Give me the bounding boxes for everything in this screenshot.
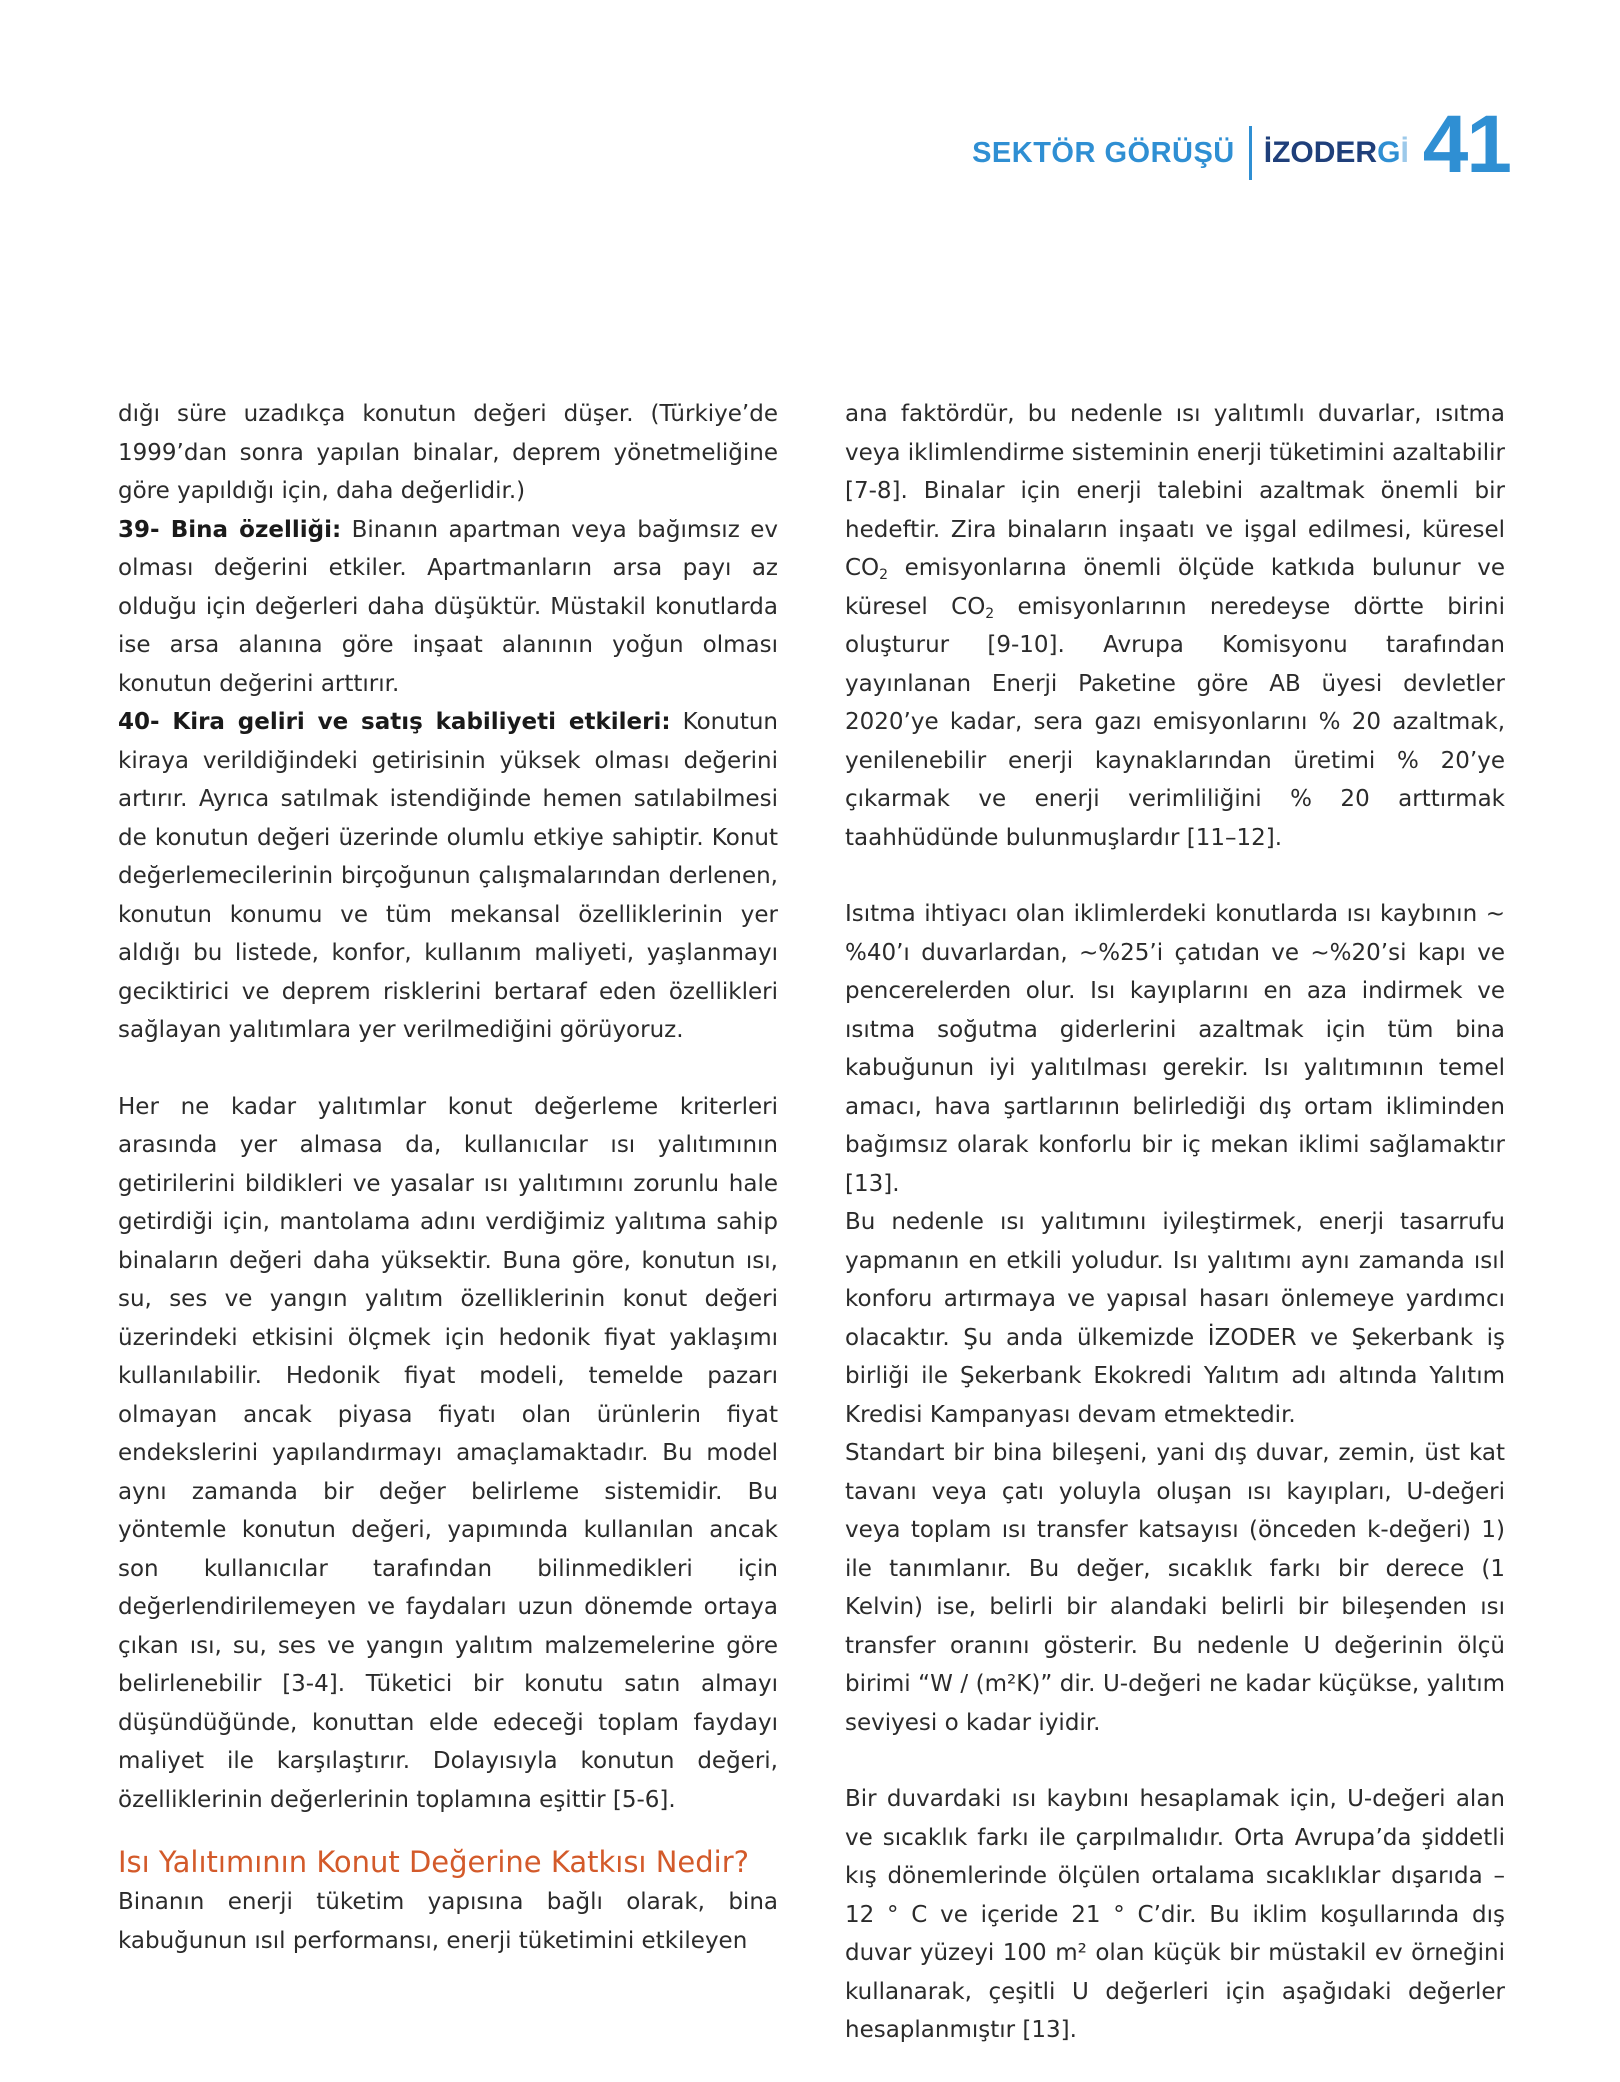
brand-g: G xyxy=(1377,135,1401,169)
section-heading: Isı Yalıtımının Konut Değerine Katkısı Nedir? xyxy=(118,1845,750,1879)
header-divider xyxy=(1249,126,1252,180)
paragraph: Her ne kadar yalıtımlar konut değerleme kriterleri arasında yer almasa da, kullanıcılar ısı yalıtımının getirilerini bildikleri ve yasalar ısı yalıtımını zorunlu hale getirdiği için, mantolama adını verdiğimiz yalıtıma sahip binaların değeri daha yüksektir. Buna göre, konutun ısı, su, ses ve yangın yalıtım özelliklerinin konut değeri üzerindeki etkisini ölçmek için hedonik fiyat yaklaşımı kullanılabilir. Hedonik fiyat modeli, temelde pazarı olmayan ancak piyasa fiyatı olan ürünlerin fiyat endekslerini yapılandırmayı amaçlamaktadır. Bu model aynı zamanda bir değer belirleme sistemidir. Bu yöntemle konutun değeri, yapımında kullanılan ancak son kullanıcılar tarafından bilinmedikleri için değerlendirilemeyen ve faydaları uzun dönemde ortaya çıkan ısı, su, ses ve yangın yalıtım malzemelerine göre belirlenebilir [3-4]. Tüketici bir konutu satın almayı düşündüğünde, konuttan elde edeceği toplam faydayı maliyet ile karşılaştırır. Dolayısıyla konutun değeri, özelliklerinin değerlerinin toplamına eşittir [5-6]. xyxy=(118,1093,778,1813)
section-title: SEKTÖR GÖRÜŞÜ xyxy=(972,136,1235,169)
brand-izoder: İZODER xyxy=(1263,135,1378,169)
item-label: 39- Bina özelliği: xyxy=(118,516,342,543)
paragraph xyxy=(118,511,778,704)
text-run: ana faktördür, bu nedenle ısı yalıtımlı duvarlar, ısıtma veya iklimlendirme sisteminin enerji tüketimini azaltabilir [7-8]. Binalar için enerji talebini azaltmak önemli bir hedeftir. Zira binaların inşaatı ve işgal edilmesi, küresel CO xyxy=(845,401,1506,581)
item-label: 40- Kira geliri ve satış kabiliyeti etkileri: xyxy=(118,709,671,735)
paragraph: Bu nedenle ısı yalıtımını iyileştirmek, enerji tasarrufu yapmanın en etkili yoludur. Isı yalıtımı aynı zamanda ısıl konforu artırmaya ve yapısal hasarı önlemeye yardımcı olacaktır. Şu anda ülkemizde İZODER ve Şekerbank iş birliği ile Şekerbank Ekokredi Yalıtım adı altında Yalıtım Kredisi Kampanyası devam etmektedir. xyxy=(845,1209,1505,1428)
page-header xyxy=(972,99,1510,190)
page-number: 41 xyxy=(1422,99,1510,190)
paragraph: dığı süre uzadıkça konutun değeri düşer. (Türkiye’de 1999’dan sonra yapılan binalar, deprem yönetmeliğine göre yapıldığı için, daha değerlidir.) xyxy=(118,401,778,504)
magazine-brand xyxy=(1263,135,1409,180)
paragraph: Standart bir bina bileşeni, yani dış duvar, zemin, üst kat tavanı veya çatı yoluyla oluşan ısı kayıpları, U-değeri veya toplam ısı transfer katsayısı (önceden k-değeri) 1) ile tanımlanır. Bu değer, sıcaklık farkı bir derece (1 Kelvin) ise, belirli bir alandaki belirli bir bileşenden ısı transfer oranını gösterir. Bu nedenle U değerinin ölçü birimi “W / (m²K)” dir. U-değeri ne kadar küçükse, yalıtım seviyesi o kadar iyidir. xyxy=(845,1440,1505,1736)
paragraph: Bir duvardaki ısı kaybını hesaplamak için, U-değeri alan ve sıcaklık farkı ile çarpılmalıdır. Orta Avrupa’da şiddetli kış dönemlerinde ölçülen ortalama sıcaklıklar dışarıda –12 ° C ve içeride 21 ° C’dir. Bu iklim koşullarında dış duvar yüzeyi 100 m² olan küçük bir müstakil ev örneğini kullanarak, çeşitli U değerleri için aşağıdaki değerler hesaplanmıştır [13]. xyxy=(845,1786,1505,2043)
brand-i: İ xyxy=(1400,135,1409,169)
subscript: 2 xyxy=(879,567,889,583)
left-column xyxy=(118,395,778,1960)
text-run: emisyonlarına önemli ölçüde katkıda bulunur ve küresel CO xyxy=(845,555,1505,620)
item-text: Binanın apartman veya bağımsız ev olması değerini etkiler. Apartmanların arsa payı az olduğu için değerleri daha düşüktür. Müstakil konutlarda ise arsa alanına göre inşaat alanının yoğun olması konutun değerini arttırır. xyxy=(118,516,778,697)
paragraph xyxy=(118,703,778,1050)
paragraph xyxy=(845,395,1505,857)
paragraph: Binanın enerji tüketim yapısına bağlı olarak, bina kabuğunun ısıl performansı, enerji tüketimini etkileyen xyxy=(118,1889,778,1954)
text-run: emisyonlarının neredeyse dörtte birini oluşturur [9-10]. Avrupa Komisyonu tarafından yayınlanan Enerji Paketine göre AB üyesi devletler 2020’ye kadar, sera gazı emisyonlarını % 20 azaltmak, yenilenebilir enerji kaynaklarından üretimi % 20’ye çıkarmak ve enerji verimliliğini % 20 arttırmak taahhüdünde bulunmuşlardır [11–12]. xyxy=(845,593,1505,851)
right-column xyxy=(845,395,1505,2050)
paragraph: Isıtma ihtiyacı olan iklimlerdeki konutlarda ısı kaybının ~ %40’ı duvarlardan, ~%25’i çatıdan ve ~%20’si kapı ve pencerelerden olur. Isı kayıplarını en aza indirmek ve ısıtma soğutma giderlerini azaltmak için tüm bina kabuğunun iyi yalıtılması gerekir. Isı yalıtımının temel amacı, hava şartlarının belirlediği dış ortam ikliminden bağımsız olarak konforlu bir iç mekan iklimi sağlamaktır [13]. xyxy=(845,901,1505,1197)
subscript: 2 xyxy=(985,605,995,622)
item-text: Konutun kiraya verildiğindeki getirisinin yüksek olması değerini artırır. Ayrıca satılmak istendiğinde hemen satılabilmesi de konutun değeri üzerinde olumlu etkiye sahiptir. Konut değerlemecilerinin birçoğunun çalışmalarından derlenen, konutun konumu ve tüm mekansal özelliklerinin yer aldığı bu listede, konfor, kullanım maliyeti, yaşlanmayı geciktirici ve deprem risklerini bertaraf eden özellikleri sağlayan yalıtımlara yer verilmediğini görüyoruz. xyxy=(118,709,778,1043)
